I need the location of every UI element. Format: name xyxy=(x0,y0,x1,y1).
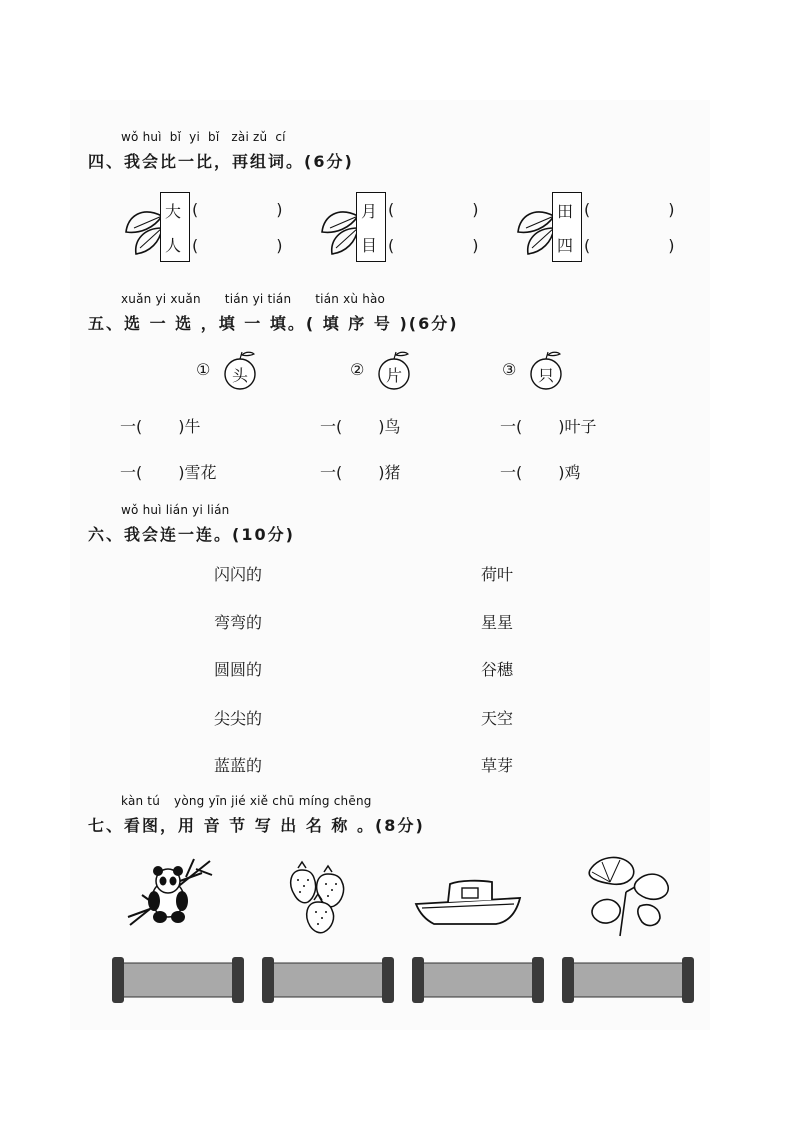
fill-item[interactable]: 一( )鸡 xyxy=(500,463,581,482)
char-top: 大 xyxy=(165,202,182,221)
section4-pinyin: wǒ huì bǐ yi bǐ zài zǔ cí xyxy=(121,130,286,144)
option-char: 头 xyxy=(232,366,249,385)
answer-blank[interactable]: ( ) xyxy=(388,236,479,255)
compare-group-2 xyxy=(318,188,508,268)
answer-scroll-2[interactable] xyxy=(262,957,394,1003)
option-number: ③ xyxy=(502,360,517,379)
panda-bamboo-picture xyxy=(120,855,216,935)
section5-pinyin: xuǎn yi xuǎn tián yi tián tián xù hào xyxy=(121,292,386,306)
option-char: 只 xyxy=(538,366,555,385)
match-left-3[interactable]: 圆圆的 xyxy=(214,660,263,679)
fill-item[interactable]: 一( )叶子 xyxy=(500,417,597,436)
answer-scroll-1[interactable] xyxy=(112,957,244,1003)
answer-blank[interactable]: ( ) xyxy=(192,200,283,219)
char-bottom: 目 xyxy=(361,236,378,255)
match-left-5[interactable]: 蓝蓝的 xyxy=(214,756,263,775)
match-left-1[interactable]: 闪闪的 xyxy=(214,565,263,584)
answer-scroll-3[interactable] xyxy=(412,957,544,1003)
fill-item[interactable]: 一( )猪 xyxy=(320,463,401,482)
match-right-2[interactable]: 星星 xyxy=(481,613,514,632)
option-3 xyxy=(502,350,582,390)
compare-group-3 xyxy=(514,188,704,268)
section5-title: 五、选 一 选 ，填 一 填。( 填 序 号 )(6分) xyxy=(88,314,459,333)
char-top: 月 xyxy=(361,202,378,221)
section7-title: 七、看图，用 音 节 写 出 名 称 。(8分) xyxy=(88,816,425,835)
char-card xyxy=(552,192,582,262)
match-right-4[interactable]: 天空 xyxy=(481,709,514,728)
answer-blank[interactable]: ( ) xyxy=(584,236,675,255)
match-right-3[interactable]: 谷穗 xyxy=(481,660,514,679)
option-number: ① xyxy=(196,360,211,379)
fill-item[interactable]: 一( )牛 xyxy=(120,417,201,436)
option-2 xyxy=(350,350,430,390)
answer-blank[interactable]: ( ) xyxy=(584,200,675,219)
fill-item[interactable]: 一( )鸟 xyxy=(320,417,401,436)
char-bottom: 四 xyxy=(557,236,574,255)
answer-scroll-4[interactable] xyxy=(562,957,694,1003)
strawberries-picture xyxy=(284,858,356,936)
match-right-5[interactable]: 草芽 xyxy=(481,756,514,775)
boat-picture xyxy=(412,876,524,928)
section4-title: 四、我会比一比，再组词。(6分) xyxy=(88,152,354,171)
char-bottom: 人 xyxy=(165,236,182,255)
char-card xyxy=(356,192,386,262)
match-right-1[interactable]: 荷叶 xyxy=(481,565,514,584)
option-1 xyxy=(196,350,276,390)
match-left-2[interactable]: 弯弯的 xyxy=(214,613,263,632)
match-left-4[interactable]: 尖尖的 xyxy=(214,709,263,728)
answer-blank[interactable]: ( ) xyxy=(388,200,479,219)
option-number: ② xyxy=(350,360,365,379)
char-card xyxy=(160,192,190,262)
option-char: 片 xyxy=(386,366,403,385)
section6-title: 六、我会连一连。(10分) xyxy=(88,525,295,544)
answer-blank[interactable]: ( ) xyxy=(192,236,283,255)
lotus-picture xyxy=(580,852,672,938)
section7-pinyin: kàn tú yòng yīn jié xiě chū míng chēng xyxy=(121,794,372,808)
compare-group-1 xyxy=(122,188,312,268)
section6-pinyin: wǒ huì lián yi lián xyxy=(121,503,230,517)
fill-item[interactable]: 一( )雪花 xyxy=(120,463,217,482)
char-top: 田 xyxy=(557,202,574,221)
